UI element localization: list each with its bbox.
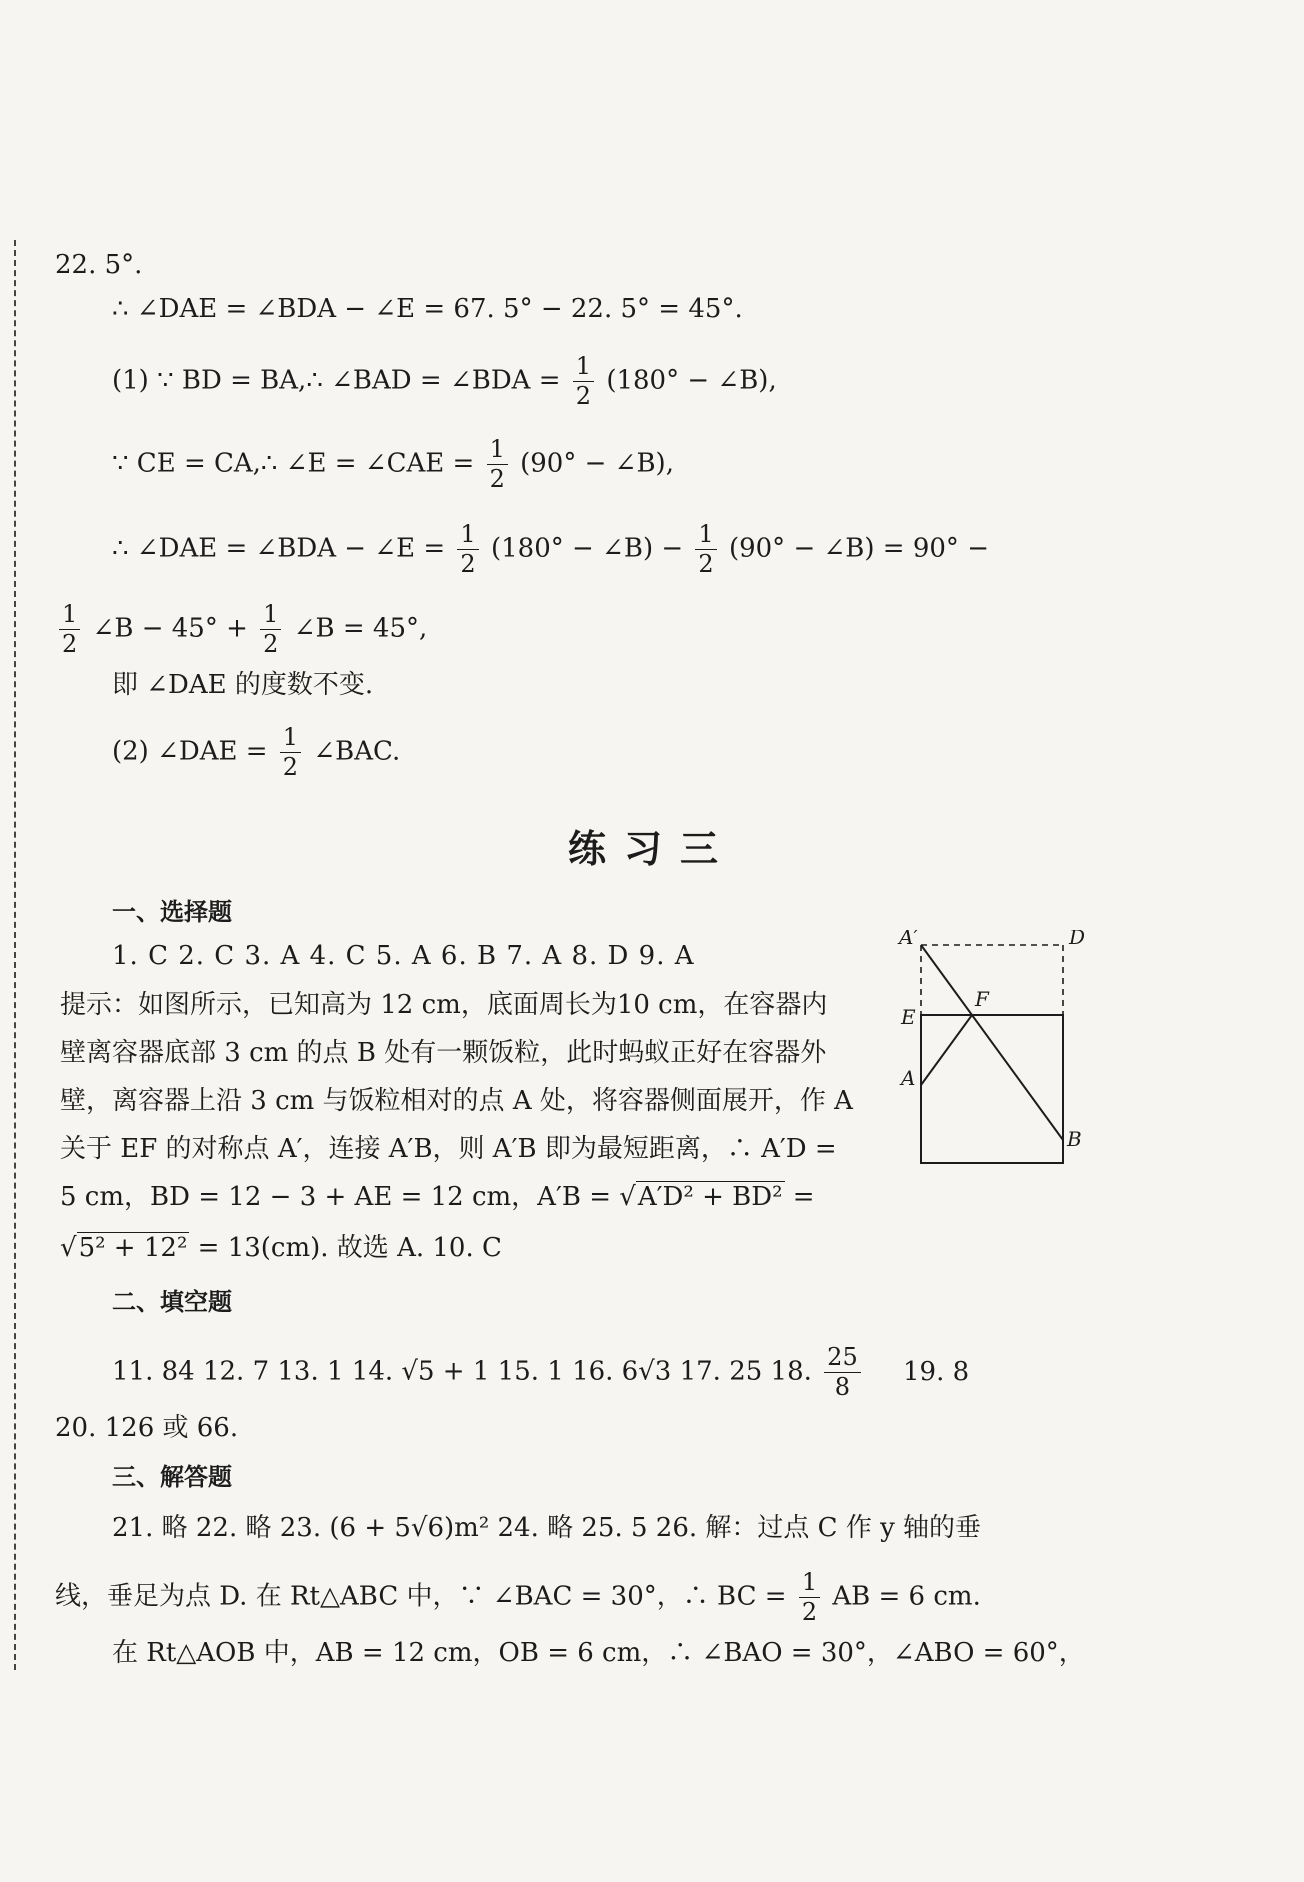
hint-line-a: 5 cm，BD = 12 − 3 + AE = 12 cm，A′B = bbox=[60, 1182, 620, 1212]
line-2: ∴ ∠DAE = ∠BDA − ∠E = 67. 5° − 22. 5° = 45°. bbox=[112, 294, 743, 324]
line-7: 即 ∠DAE 的度数不变. bbox=[112, 670, 374, 700]
container-rect bbox=[921, 1015, 1063, 1163]
frac-num: 25 bbox=[824, 1345, 861, 1373]
fill-answers-a: 11. 84 12. 7 13. 1 14. √5 + 1 15. 1 16. 6√3 17. 25 18. bbox=[112, 1356, 812, 1387]
solve-line-a: 线，垂足为点 D. 在 Rt△ABC 中，∵ ∠BAC = 30°，∴ BC = bbox=[55, 1581, 787, 1612]
fraction bbox=[457, 522, 478, 577]
section-heading-solve: 三、解答题 bbox=[112, 1463, 232, 1491]
sqrt-expression: 5² + 12² bbox=[78, 1233, 188, 1263]
line-4-b: (90° − ∠B), bbox=[520, 448, 674, 479]
fraction bbox=[573, 354, 594, 409]
frac-den: 2 bbox=[62, 630, 78, 659]
solve-line bbox=[55, 1570, 981, 1625]
label-a-prime: A′ bbox=[899, 930, 918, 949]
unfolded-container-figure bbox=[895, 930, 1095, 1190]
binding-margin bbox=[14, 240, 30, 1670]
hint-line: 壁，离容器上沿 3 cm 与饭粒相对的点 A 处，将容器侧面展开，作 A bbox=[60, 1086, 853, 1116]
line-4-a: ∵ CE = CA,∴ ∠E = ∠CAE = bbox=[112, 448, 475, 479]
frac-num: 1 bbox=[59, 602, 80, 630]
fill-answers bbox=[112, 1345, 969, 1400]
line-6 bbox=[55, 602, 427, 657]
line-5-c: (90° − ∠B) = 90° − bbox=[728, 533, 989, 564]
frac-num: 1 bbox=[280, 725, 301, 753]
solve-line: 21. 略 22. 略 23. (6 + 5√6)m² 24. 略 25. 5 26. 解：过点 C 作 y 轴的垂 bbox=[112, 1513, 982, 1543]
section-heading-fill: 二、填空题 bbox=[112, 1288, 232, 1316]
hint-line: 5 cm，BD = 12 − 3 + AE = 12 cm，A′B = √A′D² + BD² = bbox=[60, 1182, 815, 1212]
frac-den: 2 bbox=[282, 753, 299, 782]
label-b: B bbox=[1067, 1127, 1082, 1151]
line-3 bbox=[112, 354, 777, 409]
fill-answers-b: 19. 8 bbox=[902, 1356, 970, 1387]
line-1: 22. 5°. bbox=[55, 250, 143, 280]
fill-answers-c: 20. 126 或 66. bbox=[55, 1413, 239, 1443]
line-5 bbox=[112, 522, 989, 577]
line-8 bbox=[112, 725, 400, 780]
section-heading-choice: 一、选择题 bbox=[112, 898, 232, 926]
hint-line: 提示：如图所示，已知高为 12 cm，底面周长为10 cm，在容器内 bbox=[60, 990, 828, 1020]
line-8-b: ∠BAC. bbox=[313, 736, 401, 767]
frac-num: 1 bbox=[799, 1570, 820, 1598]
segment-a-f bbox=[921, 1015, 972, 1085]
section-title: 练习三 bbox=[567, 827, 736, 871]
frac-den: 2 bbox=[489, 465, 505, 494]
frac-den: 2 bbox=[575, 382, 592, 411]
fraction bbox=[280, 725, 301, 780]
frac-den: 2 bbox=[263, 630, 279, 659]
fraction bbox=[799, 1570, 820, 1625]
hint-line: √5² + 12² = 13(cm). 故选 A. 10. C bbox=[60, 1233, 502, 1263]
fraction bbox=[260, 602, 281, 657]
line-3-a: (1) ∵ BD = BA,∴ ∠BAD = ∠BDA = bbox=[112, 365, 561, 396]
fraction bbox=[59, 602, 80, 657]
frac-den: 2 bbox=[460, 550, 476, 579]
choice-answers: 1. C 2. C 3. A 4. C 5. A 6. B 7. A 8. D 9. A bbox=[112, 941, 695, 971]
frac-num: 1 bbox=[573, 354, 594, 382]
frac-den: 8 bbox=[834, 1373, 851, 1402]
solve-line: 在 Rt△AOB 中，AB = 12 cm，OB = 6 cm，∴ ∠BAO = 30°，∠ABO = 60°， bbox=[112, 1638, 1085, 1668]
sqrt-expression: A′D² + BD² bbox=[637, 1182, 783, 1212]
frac-num: 1 bbox=[695, 522, 716, 550]
hint-line-b: = 13(cm). 故选 A. 10. C bbox=[189, 1233, 502, 1263]
label-f: F bbox=[975, 987, 989, 1011]
fraction bbox=[824, 1345, 861, 1400]
label-a: A bbox=[901, 1066, 916, 1090]
frac-num: 1 bbox=[487, 437, 508, 465]
line-6-b: ∠B = 45°, bbox=[293, 613, 428, 644]
line-6-a: ∠B − 45° + bbox=[92, 613, 248, 644]
label-e: E bbox=[901, 1005, 916, 1029]
label-d: D bbox=[1069, 930, 1086, 949]
hint-eq: = bbox=[784, 1182, 815, 1212]
fraction bbox=[487, 437, 508, 492]
line-5-b: (180° − ∠B) − bbox=[490, 533, 684, 564]
line-5-a: ∴ ∠DAE = ∠BDA − ∠E = bbox=[112, 533, 446, 564]
frac-num: 1 bbox=[260, 602, 281, 630]
line-3-b: (180° − ∠B), bbox=[606, 365, 777, 396]
segment-a-prime-b bbox=[921, 945, 1063, 1140]
hint-line: 壁离容器底部 3 cm 的点 B 处有一颗饭粒，此时蚂蚁正好在容器外 bbox=[60, 1038, 827, 1068]
hint-line: 关于 EF 的对称点 A′，连接 A′B，则 A′B 即为最短距离，∴ A′D = bbox=[60, 1134, 837, 1164]
frac-num: 1 bbox=[457, 522, 478, 550]
solve-line-b: AB = 6 cm. bbox=[832, 1581, 981, 1612]
line-4 bbox=[112, 437, 674, 492]
line-8-a: (2) ∠DAE = bbox=[112, 736, 268, 767]
frac-den: 2 bbox=[801, 1598, 818, 1627]
frac-den: 2 bbox=[698, 550, 714, 579]
fraction bbox=[695, 522, 716, 577]
